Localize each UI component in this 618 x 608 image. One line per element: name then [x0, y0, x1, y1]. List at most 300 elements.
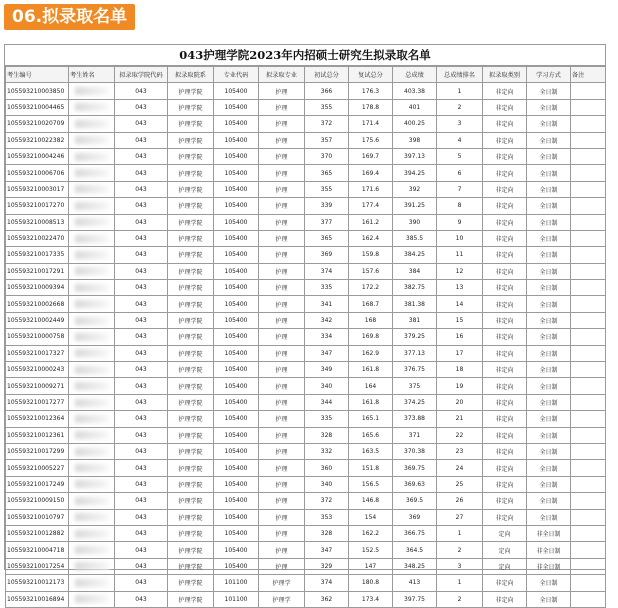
table-cell: 339: [305, 198, 349, 214]
table-row: [6, 558, 606, 574]
table-cell: 护理学院: [168, 378, 214, 394]
table-cell: [69, 312, 115, 328]
table-cell: 7: [437, 181, 483, 197]
table-cell: 163.5: [349, 443, 393, 459]
redacted-name: [75, 448, 109, 456]
table-cell: 护理: [259, 312, 305, 328]
redacted-name: [75, 333, 109, 341]
table-row: [6, 198, 606, 214]
table-cell: [69, 378, 115, 394]
table-cell: 非定向: [483, 165, 527, 181]
column-header: 拟录取专业: [259, 67, 305, 83]
table-cell: 105593210006706: [6, 165, 69, 181]
table-cell: 105593210012361: [6, 427, 69, 443]
table-cell: 043: [115, 575, 168, 591]
table-row: [6, 312, 606, 328]
table-cell: 护理学院: [168, 558, 214, 574]
table-cell: 全日制: [527, 476, 571, 492]
table-cell: [571, 378, 606, 394]
table-cell: 165.1: [349, 411, 393, 427]
table-cell: 全日制: [527, 165, 571, 181]
table-row: [6, 476, 606, 492]
table-cell: 394.25: [393, 165, 437, 181]
table-cell: 374.25: [393, 394, 437, 410]
table-cell: 381.38: [393, 296, 437, 312]
table-cell: 全日制: [527, 460, 571, 476]
table-cell: 372: [305, 116, 349, 132]
table-cell: 357: [305, 132, 349, 148]
table-cell: 105400: [214, 443, 259, 459]
table-cell: [571, 83, 606, 99]
table-cell: 护理: [259, 378, 305, 394]
table-cell: [69, 558, 115, 574]
table-cell: 护理: [259, 525, 305, 541]
column-header: 考生编号: [6, 67, 69, 83]
table-row: [6, 181, 606, 197]
table-cell: 043: [115, 509, 168, 525]
redacted-name: [75, 136, 109, 144]
table-cell: [69, 83, 115, 99]
table-row: [6, 132, 606, 148]
table-cell: 非定向: [483, 394, 527, 410]
table-cell: [571, 329, 606, 345]
table-cell: [571, 263, 606, 279]
table-cell: 105400: [214, 558, 259, 574]
table-cell: [571, 509, 606, 525]
table-cell: 定向: [483, 525, 527, 541]
redacted-name: [75, 366, 109, 374]
section-badge: 06.拟录取名单: [4, 4, 135, 30]
table-cell: 340: [305, 378, 349, 394]
table-cell: 101100: [214, 575, 259, 591]
table-cell: 护理学院: [168, 509, 214, 525]
table-body: [6, 83, 606, 608]
table-cell: 105593210012173: [6, 575, 69, 591]
table-cell: 11: [437, 247, 483, 263]
admission-table: [5, 66, 606, 608]
table-cell: 370.38: [393, 443, 437, 459]
table-cell: 335: [305, 280, 349, 296]
table-cell: [69, 542, 115, 558]
table-row: [6, 116, 606, 132]
table-cell: 105593210017291: [6, 263, 69, 279]
table-row: [6, 525, 606, 541]
table-cell: [571, 542, 606, 558]
redacted-name: [75, 120, 109, 128]
table-cell: [69, 181, 115, 197]
table-cell: 105400: [214, 329, 259, 345]
table-cell: 护理学院: [168, 214, 214, 230]
table-cell: 043: [115, 542, 168, 558]
table-cell: 105400: [214, 116, 259, 132]
table-cell: [571, 247, 606, 263]
table-cell: 105400: [214, 247, 259, 263]
table-row: [6, 165, 606, 181]
redacted-name: [75, 562, 109, 570]
column-header: 拟录取院系: [168, 67, 214, 83]
table-cell: 105593210022470: [6, 230, 69, 246]
table-cell: [571, 165, 606, 181]
table-cell: 全日制: [527, 198, 571, 214]
table-row: [6, 280, 606, 296]
table-cell: 043: [115, 99, 168, 115]
table-row: [6, 509, 606, 525]
table-cell: 护理: [259, 165, 305, 181]
table-cell: 043: [115, 165, 168, 181]
table-cell: [69, 411, 115, 427]
table-cell: 护理: [259, 476, 305, 492]
admission-list-sheet: [4, 44, 606, 604]
table-cell: 168: [349, 312, 393, 328]
table-cell: 护理学院: [168, 198, 214, 214]
table-cell: 非定向: [483, 132, 527, 148]
table-cell: 护理学院: [168, 476, 214, 492]
redacted-name: [75, 185, 109, 193]
table-cell: 105400: [214, 165, 259, 181]
table-row: [6, 247, 606, 263]
table-cell: 非定向: [483, 427, 527, 443]
redacted-name: [75, 480, 109, 488]
table-cell: 329: [305, 558, 349, 574]
table-row: [6, 148, 606, 164]
table-cell: 护理: [259, 394, 305, 410]
table-cell: [69, 362, 115, 378]
table-cell: 043: [115, 132, 168, 148]
table-cell: 全日制: [527, 591, 571, 607]
table-cell: 384.25: [393, 247, 437, 263]
table-row: [6, 394, 606, 410]
table-cell: 护理: [259, 99, 305, 115]
table-cell: 171.6: [349, 181, 393, 197]
table-cell: 369: [305, 247, 349, 263]
redacted-name: [75, 513, 109, 521]
table-cell: 2: [437, 542, 483, 558]
table-cell: 369.63: [393, 476, 437, 492]
table-cell: 全日制: [527, 411, 571, 427]
table-cell: [571, 99, 606, 115]
table-cell: 23: [437, 443, 483, 459]
table-cell: 342: [305, 312, 349, 328]
table-cell: 101100: [214, 591, 259, 607]
table-cell: 375: [393, 378, 437, 394]
table-cell: 非定向: [483, 198, 527, 214]
table-cell: 043: [115, 280, 168, 296]
table-cell: 护理学院: [168, 83, 214, 99]
column-header: 拟录取类别: [483, 67, 527, 83]
table-cell: 3: [437, 558, 483, 574]
table-cell: [571, 443, 606, 459]
table-row: [6, 296, 606, 312]
table-cell: 19: [437, 378, 483, 394]
table-cell: 非定向: [483, 378, 527, 394]
table-row: [6, 575, 606, 591]
table-row: [6, 99, 606, 115]
table-cell: 172.2: [349, 280, 393, 296]
table-cell: 护理学院: [168, 116, 214, 132]
table-cell: [69, 443, 115, 459]
table-cell: 护理: [259, 214, 305, 230]
table-cell: [571, 296, 606, 312]
table-cell: [69, 509, 115, 525]
redacted-name: [75, 317, 109, 325]
table-cell: 043: [115, 476, 168, 492]
table-row: [6, 411, 606, 427]
table-cell: 16: [437, 329, 483, 345]
table-cell: 385.5: [393, 230, 437, 246]
table-cell: 105400: [214, 230, 259, 246]
table-cell: 169.7: [349, 148, 393, 164]
table-cell: 165.6: [349, 427, 393, 443]
table-cell: 169.8: [349, 329, 393, 345]
table-cell: 384: [393, 263, 437, 279]
table-cell: [69, 329, 115, 345]
table-cell: 105400: [214, 280, 259, 296]
redacted-name: [75, 300, 109, 308]
table-cell: 105593210017299: [6, 443, 69, 459]
table-cell: 20: [437, 394, 483, 410]
table-cell: 非定向: [483, 443, 527, 459]
table-row: [6, 263, 606, 279]
table-cell: 162.4: [349, 230, 393, 246]
table-cell: 175.6: [349, 132, 393, 148]
table-cell: 非定向: [483, 591, 527, 607]
table-cell: 护理学院: [168, 132, 214, 148]
table-cell: 护理: [259, 345, 305, 361]
table-cell: [69, 296, 115, 312]
table-cell: 379.25: [393, 329, 437, 345]
table-cell: 非定向: [483, 116, 527, 132]
column-header: 初试总分: [305, 67, 349, 83]
table-row: [6, 443, 606, 459]
table-cell: 105593210002668: [6, 296, 69, 312]
table-cell: [571, 460, 606, 476]
table-cell: 护理: [259, 296, 305, 312]
table-cell: 护理: [259, 116, 305, 132]
table-cell: 043: [115, 443, 168, 459]
table-cell: [571, 116, 606, 132]
table-row: [6, 378, 606, 394]
table-cell: 366.75: [393, 525, 437, 541]
table-cell: 非定向: [483, 280, 527, 296]
column-header: 总成绩: [393, 67, 437, 83]
table-cell: 105400: [214, 99, 259, 115]
table-cell: 161.8: [349, 394, 393, 410]
table-cell: 344: [305, 394, 349, 410]
redacted-name: [75, 530, 109, 538]
redacted-name: [75, 267, 109, 275]
table-cell: 043: [115, 148, 168, 164]
table-cell: 105593210004718: [6, 542, 69, 558]
table-cell: 护理学院: [168, 411, 214, 427]
table-cell: [69, 247, 115, 263]
table-cell: 043: [115, 411, 168, 427]
table-cell: 369.75: [393, 460, 437, 476]
redacted-name: [75, 415, 109, 423]
table-cell: 3: [437, 116, 483, 132]
table-cell: 381: [393, 312, 437, 328]
table-cell: 17: [437, 345, 483, 361]
table-cell: 护理学院: [168, 542, 214, 558]
table-cell: 105400: [214, 476, 259, 492]
table-cell: 105400: [214, 525, 259, 541]
table-cell: [69, 591, 115, 607]
table-cell: 043: [115, 230, 168, 246]
table-cell: 护理: [259, 83, 305, 99]
table-cell: 9: [437, 214, 483, 230]
table-cell: 377: [305, 214, 349, 230]
table-cell: 362: [305, 591, 349, 607]
table-cell: 2: [437, 591, 483, 607]
table-cell: 非全日制: [527, 542, 571, 558]
table-cell: 349: [305, 362, 349, 378]
table-cell: 043: [115, 378, 168, 394]
table-cell: 159.8: [349, 247, 393, 263]
table-cell: 全日制: [527, 132, 571, 148]
table-cell: 105400: [214, 493, 259, 509]
table-cell: 全日制: [527, 575, 571, 591]
table-header-row: [6, 67, 606, 83]
table-cell: 364.5: [393, 542, 437, 558]
table-cell: 105593210017249: [6, 476, 69, 492]
table-cell: 非定向: [483, 181, 527, 197]
table-cell: 105400: [214, 460, 259, 476]
table-cell: 152.5: [349, 542, 393, 558]
table-cell: 371: [393, 427, 437, 443]
table-row: [6, 362, 606, 378]
table-cell: 335: [305, 411, 349, 427]
table-cell: [571, 525, 606, 541]
table-cell: 25: [437, 476, 483, 492]
table-cell: [69, 148, 115, 164]
table-cell: [69, 427, 115, 443]
table-cell: [571, 411, 606, 427]
table-cell: [571, 148, 606, 164]
table-cell: 348.25: [393, 558, 437, 574]
table-cell: 043: [115, 116, 168, 132]
table-cell: [571, 427, 606, 443]
table-cell: 043: [115, 198, 168, 214]
table-cell: 374: [305, 263, 349, 279]
table-cell: 105593210003017: [6, 181, 69, 197]
table-cell: 全日制: [527, 394, 571, 410]
table-cell: 10: [437, 230, 483, 246]
table-cell: 护理学院: [168, 312, 214, 328]
table-cell: 162.2: [349, 525, 393, 541]
table-cell: 043: [115, 83, 168, 99]
table-cell: 护理: [259, 460, 305, 476]
table-cell: 护理: [259, 443, 305, 459]
table-cell: 护理: [259, 558, 305, 574]
table-cell: 180.8: [349, 575, 393, 591]
table-cell: 105593210003850: [6, 83, 69, 99]
table-cell: 043: [115, 394, 168, 410]
table-cell: 177.4: [349, 198, 393, 214]
table-row: [6, 542, 606, 558]
table-cell: 非定向: [483, 263, 527, 279]
column-header: 备注: [571, 67, 606, 83]
table-cell: 全日制: [527, 329, 571, 345]
table-cell: [571, 362, 606, 378]
table-cell: [571, 394, 606, 410]
table-cell: [69, 394, 115, 410]
column-header: 拟录取学院代码: [115, 67, 168, 83]
table-cell: 非定向: [483, 476, 527, 492]
redacted-name: [75, 169, 109, 177]
table-cell: 105400: [214, 214, 259, 230]
table-cell: 护理: [259, 329, 305, 345]
table-cell: 347: [305, 345, 349, 361]
table-cell: 全日制: [527, 345, 571, 361]
redacted-name: [75, 349, 109, 357]
table-cell: [571, 181, 606, 197]
table-cell: 全日制: [527, 280, 571, 296]
table-cell: 392: [393, 181, 437, 197]
table-cell: [571, 198, 606, 214]
table-cell: [571, 575, 606, 591]
table-cell: 334: [305, 329, 349, 345]
table-cell: 373.88: [393, 411, 437, 427]
table-cell: [571, 214, 606, 230]
table-cell: 24: [437, 460, 483, 476]
table-cell: 105400: [214, 312, 259, 328]
table-cell: 105400: [214, 362, 259, 378]
table-cell: 173.4: [349, 591, 393, 607]
table-cell: 382.75: [393, 280, 437, 296]
table-cell: 105400: [214, 542, 259, 558]
table-cell: 非定向: [483, 411, 527, 427]
table-cell: 403.38: [393, 83, 437, 99]
table-cell: 105400: [214, 394, 259, 410]
table-cell: 非定向: [483, 575, 527, 591]
table-cell: 043: [115, 263, 168, 279]
table-cell: 非定向: [483, 460, 527, 476]
redacted-name: [75, 579, 109, 587]
table-cell: 105400: [214, 345, 259, 361]
table-cell: 043: [115, 329, 168, 345]
table-cell: 护理学: [259, 591, 305, 607]
table-cell: 341: [305, 296, 349, 312]
table-row: [6, 493, 606, 509]
table-cell: 护理学院: [168, 296, 214, 312]
table-cell: 043: [115, 214, 168, 230]
table-cell: 043: [115, 427, 168, 443]
table-cell: 171.4: [349, 116, 393, 132]
table-row: [6, 345, 606, 361]
table-cell: [69, 493, 115, 509]
table-cell: 护理: [259, 411, 305, 427]
table-cell: [571, 591, 606, 607]
table-cell: 护理学院: [168, 345, 214, 361]
table-cell: 全日制: [527, 296, 571, 312]
table-cell: 105593210020709: [6, 116, 69, 132]
table-cell: 105400: [214, 378, 259, 394]
table-cell: 非全日制: [527, 525, 571, 541]
table-cell: 护理: [259, 493, 305, 509]
table-cell: 105593210017270: [6, 198, 69, 214]
table-cell: 护理学院: [168, 263, 214, 279]
table-cell: [571, 280, 606, 296]
table-cell: 全日制: [527, 116, 571, 132]
table-cell: 105593210005227: [6, 460, 69, 476]
table-cell: 105593210000758: [6, 329, 69, 345]
table-cell: 178.8: [349, 99, 393, 115]
table-cell: 105593210017335: [6, 247, 69, 263]
table-cell: 护理学院: [168, 443, 214, 459]
redacted-name: [75, 153, 109, 161]
table-cell: 105400: [214, 181, 259, 197]
table-cell: 护理学院: [168, 230, 214, 246]
table-cell: 定向: [483, 558, 527, 574]
